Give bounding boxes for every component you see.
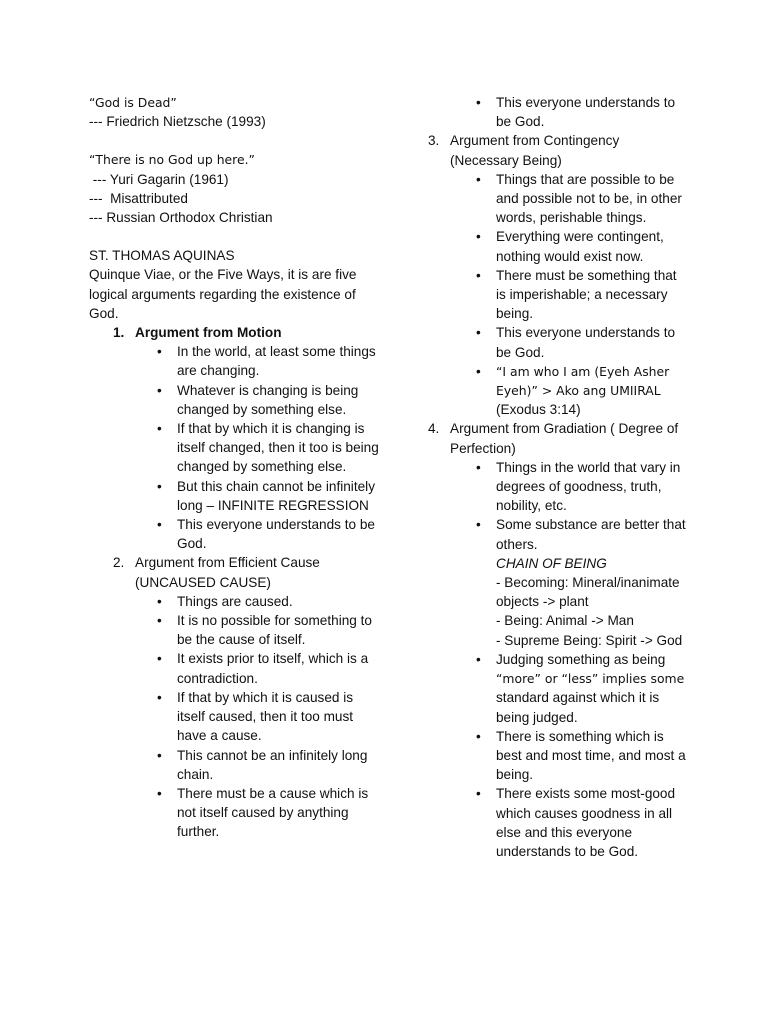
list-number: 2. (113, 555, 125, 571)
text-line: standard against which it is being judged. (496, 690, 660, 725)
list-item: • This everyone understands to be God. (476, 93, 690, 131)
gradiation-bullets (476, 458, 690, 554)
gagarin-quote: “There is no God up here.” (89, 152, 255, 168)
list-number: 3. (428, 133, 440, 149)
efficient-cause-bullets (157, 592, 379, 842)
list-item: • There must be a cause which is not itself caused by anything further. (157, 784, 379, 842)
argument-title: Argument from Contingency (Necessary Being) (450, 133, 620, 168)
argument-motion (113, 323, 379, 342)
list-item: • Things are caused. (157, 592, 379, 611)
section-heading: ST. THOMAS AQUINAS (89, 248, 235, 264)
list-item: • There is something which is best and most time, and most a being. (476, 727, 690, 785)
quote-line: Eyeh)” > Ako ang UMIIRAL (496, 383, 661, 399)
argument-title: Argument from Gradiation ( Degree of Perfection) (450, 421, 679, 456)
chain-heading: CHAIN OF BEING (496, 555, 607, 571)
list-item: • This cannot be an infinitely long chain. (157, 746, 379, 784)
contingency-bullets (476, 170, 690, 420)
list-item: • There exists some most-good which causes goodness in all else and this everyone understands to be God. (476, 784, 690, 861)
intro-paragraph: Quinque Viae, or the Five Ways, it is are five logical arguments regarding the existence of God. (89, 267, 357, 321)
exodus-quote-item (476, 362, 690, 420)
text-line: “more” or “less” implies some (496, 671, 685, 687)
list-item: • It is no possible for something to be the cause of itself. (157, 611, 379, 649)
text-line: • Judging something as being (496, 651, 666, 667)
right-column (428, 93, 690, 861)
quote-line: (Exodus 3:14) (496, 402, 581, 418)
list-item: • But this chain cannot be infinitely long – INFINITE REGRESSION (157, 477, 379, 515)
list-item: • There must be something that is imperishable; a necessary being. (476, 266, 690, 324)
efficient-cause-continued (476, 93, 690, 131)
chain-becoming: - Becoming: Mineral/inanimate objects -> plant (496, 575, 680, 610)
list-item: • Whatever is changing is being changed by something else. (157, 381, 379, 419)
list-item: • This everyone understands to be God. (476, 323, 690, 361)
list-item: • If that by which it is caused is itself caused, then it too must have a cause. (157, 688, 379, 746)
argument-contingency (428, 131, 690, 169)
argument-title: Argument from Efficient Cause (UNCAUSED CAUSE) (135, 555, 320, 590)
nietzsche-quote: “God is Dead” (89, 95, 177, 110)
motion-bullets (157, 342, 379, 553)
argument-gradiation (428, 419, 690, 457)
list-item: • Some substance are better that others. (476, 515, 690, 553)
gagarin-attribution: --- Yuri Gagarin (1961) (89, 171, 229, 187)
list-number: 4. (428, 421, 440, 437)
list-item: • Everything were contingent, nothing would exist now. (476, 227, 690, 265)
list-item: • Things that are possible to be and possible not to be, in other words, perishable things. (476, 170, 690, 228)
chain-of-being (476, 554, 690, 650)
list-number: 1. (113, 325, 125, 341)
list-item: • If that by which it is changing is itself changed, then it too is being changed by something else. (157, 419, 379, 477)
argument-title: Argument from Motion (135, 325, 282, 341)
list-item: • In the world, at least some things are changing. (157, 342, 379, 380)
left-column (89, 93, 379, 842)
quote-line: • “I am who I am (Eyeh Asher (496, 363, 670, 379)
misattributed-note: --- Misattributed (89, 190, 188, 206)
judging-item (476, 650, 690, 727)
chain-supreme: - Supreme Being: Spirit -> God (496, 632, 683, 648)
orthodox-note: --- Russian Orthodox Christian (89, 210, 273, 226)
list-item: • This everyone understands to be God. (157, 515, 379, 553)
list-item: • It exists prior to itself, which is a contradiction. (157, 649, 379, 687)
chain-being: - Being: Animal -> Man (496, 613, 634, 629)
list-item: • Things in the world that vary in degrees of goodness, truth, nobility, etc. (476, 458, 690, 516)
nietzsche-attribution: --- Friedrich Nietzsche (1993) (89, 114, 266, 130)
argument-efficient-cause (113, 553, 379, 591)
gradiation-bullets-continued (476, 650, 690, 861)
